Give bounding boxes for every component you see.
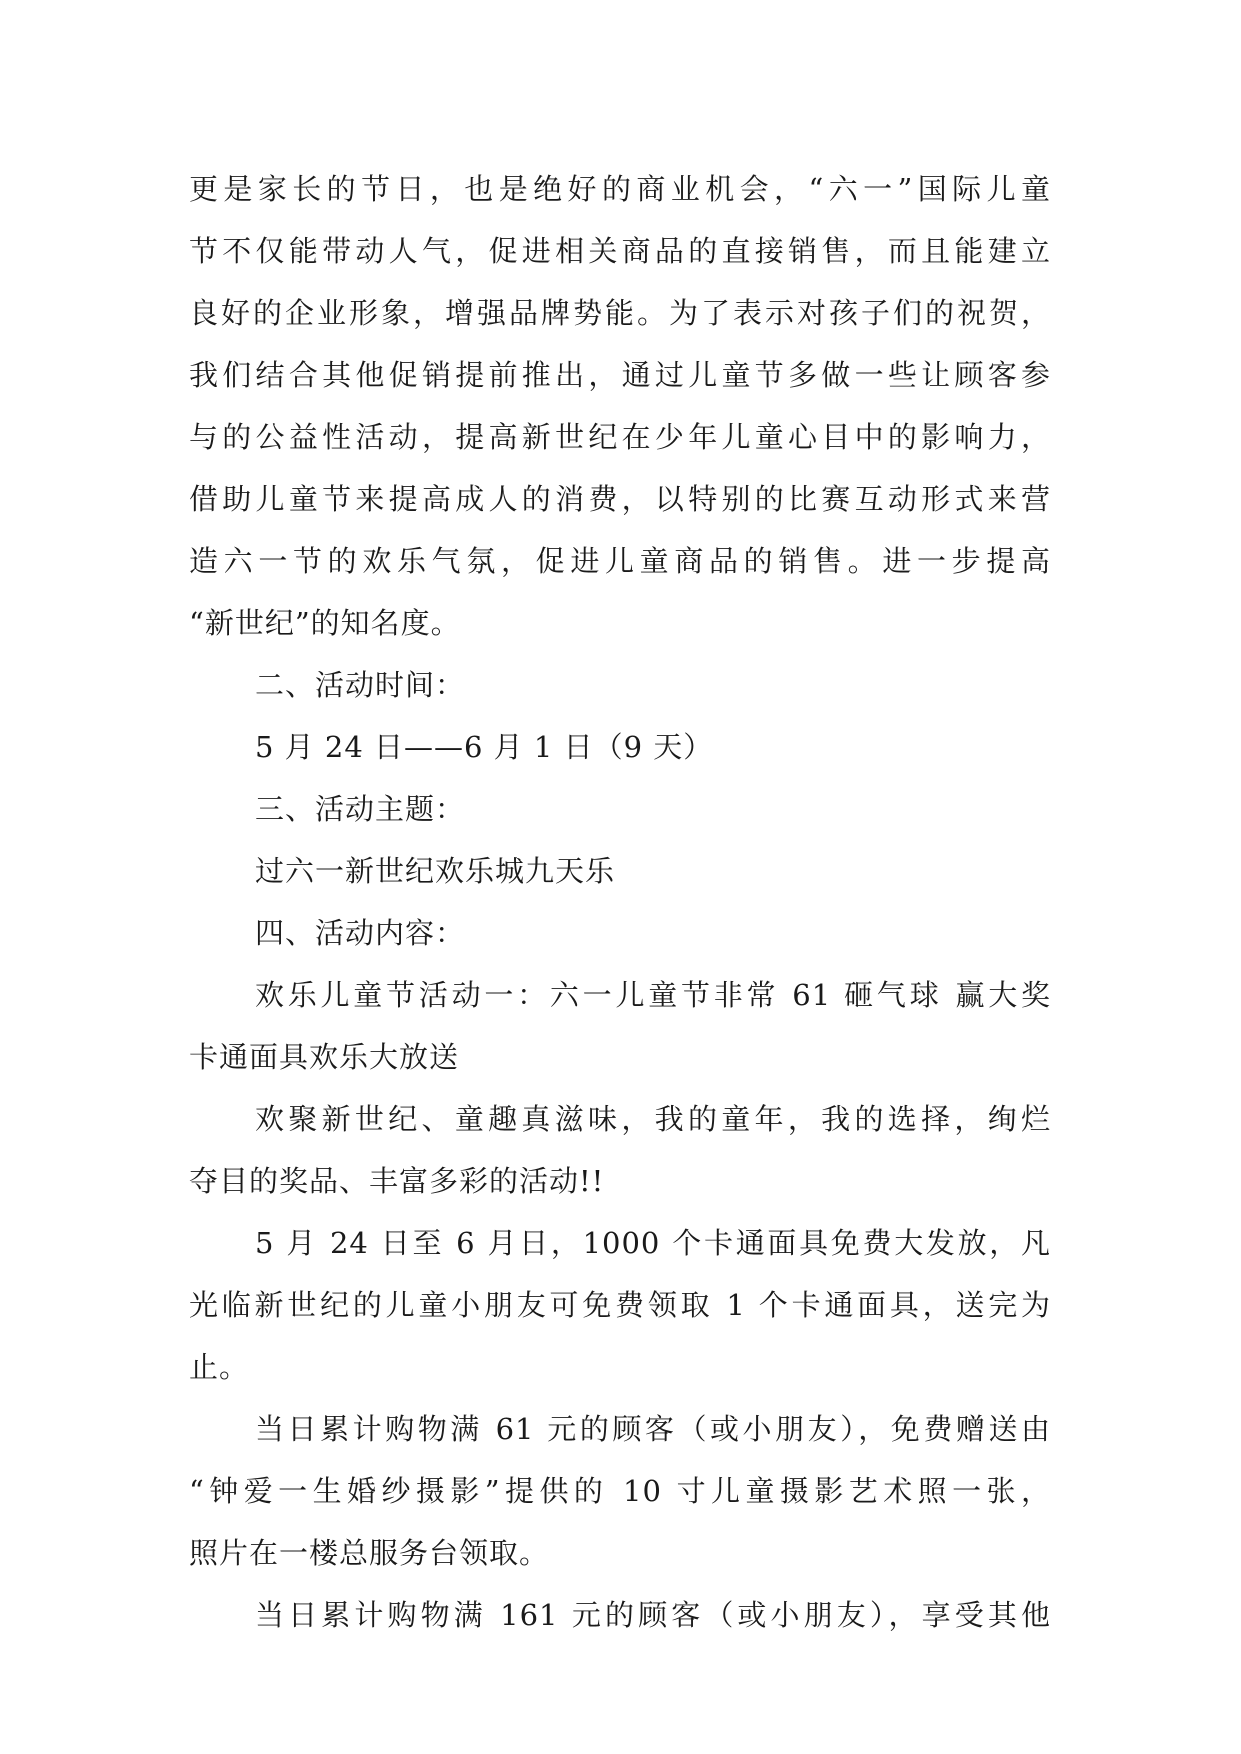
text-line: “新世纪”的知名度。 <box>189 606 461 640</box>
text-line: 卡通面具欢乐大放送 <box>189 1040 460 1074</box>
text-line: 光临新世纪的儿童小朋友可免费领取 1 个卡通面具，送完为 <box>189 1288 1051 1322</box>
section-heading: 三、活动主题： <box>255 792 466 826</box>
text-line: 过六一新世纪欢乐城九天乐 <box>255 854 616 888</box>
text-line: 良好的企业形象，增强品牌势能。为了表示对孩子们的祝贺， <box>189 296 1051 330</box>
text-line: 当日累计购物满 161 元的顾客（或小朋友），享受其他 <box>255 1598 1051 1632</box>
section-heading: 四、活动内容： <box>255 916 466 950</box>
document-body <box>189 158 1051 1646</box>
text-line: 造六一节的欢乐气氛，促进儿童商品的销售。进一步提高 <box>189 544 1051 578</box>
text-line: 照片在一楼总服务台领取。 <box>189 1536 550 1570</box>
text-line: 欢聚新世纪、童趣真滋味，我的童年，我的选择，绚烂 <box>255 1102 1051 1136</box>
text-line: 与的公益性活动，提高新世纪在少年儿童心目中的影响力， <box>189 420 1051 454</box>
text-line: 更是家长的节日，也是绝好的商业机会，“六一”国际儿童 <box>189 172 1051 206</box>
text-line: 止。 <box>189 1350 250 1384</box>
text-line: 借助儿童节来提高成人的消费，以特别的比赛互动形式来营 <box>189 482 1051 516</box>
text-line: 我们结合其他促销提前推出，通过儿童节多做一些让顾客参 <box>189 358 1051 392</box>
text-line: 5 月 24 日至 6 月日，1000 个卡通面具免费大发放，凡 <box>255 1226 1051 1260</box>
text-line: 欢乐儿童节活动一：六一儿童节非常 61 砸气球 赢大奖 <box>255 978 1051 1012</box>
section-heading: 二、活动时间： <box>255 668 466 702</box>
text-line: 当日累计购物满 61 元的顾客（或小朋友），免费赠送由 <box>255 1412 1051 1446</box>
text-line: 节不仅能带动人气，促进相关商品的直接销售，而且能建立 <box>189 234 1051 268</box>
text-line: “钟爱一生婚纱摄影”提供的 10 寸儿童摄影艺术照一张， <box>189 1474 1051 1508</box>
text-line: 夺目的奖品、丰富多彩的活动!! <box>189 1164 605 1198</box>
text-line: 5 月 24 日——6 月 1 日（9 天） <box>255 730 714 764</box>
